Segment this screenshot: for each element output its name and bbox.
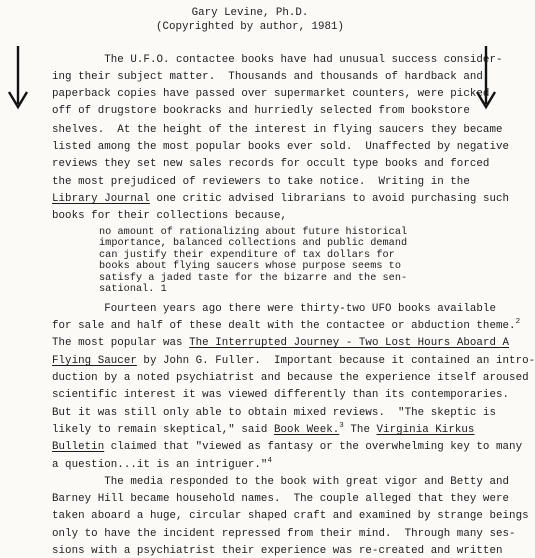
p2-line-5: duction by a noted psychiatrist and because the experience itself aroused [52, 372, 529, 384]
quote-line-1: no amount of rationalizing about future historical [99, 227, 408, 238]
book-title-part-1: The Interrupted Journey - Two Lost Hours Aboard A [189, 337, 510, 349]
p3-line-1: The media responded to the book with great vigor and Betty and [52, 476, 510, 488]
footnote-2: 2 [515, 318, 521, 326]
p1-line-4: off of drugstore bookracks and hurriedly selected from bookstore [52, 105, 470, 117]
quote-line-4: books about flying saucers whose purpose seems to [99, 261, 402, 272]
p1-line-1: The U.F.O. contactee books have had unusual success consider- [52, 54, 503, 66]
p2-line-9: Bulletin claimed that "viewed as fantasy or the overwhelming key to many [52, 441, 523, 453]
book-title-part-2: Flying Saucer [52, 355, 137, 367]
p2-line-6: scientific interest it was viewed differently than its contemporaries. [52, 389, 510, 401]
p1-line-3: paperback copies have passed over supermarket counters, were picked [52, 88, 490, 100]
quote-line-2: importance, balanced collections and public demand [99, 238, 408, 249]
footnote-4: 4 [267, 457, 273, 465]
p2-line-4: Flying Saucer by John G. Fuller. Important because it contained an intro- [52, 355, 535, 367]
p3-line-5: sions with a psychiatrist their experience was re-created and written [52, 545, 503, 557]
p1-line-8: the most prejudiced of reviewers to take notice. Writing in the [52, 176, 470, 188]
left-arrow-down-icon [6, 44, 30, 110]
p1-line-6: listed among the most popular books ever sold. Unaffected by negative [52, 141, 510, 153]
quote-line-3: can justify their expenditure of tax dollars for [99, 250, 395, 261]
copyright-line: (Copyrighted by author, 1981) [156, 21, 344, 33]
p2-line-7: But it was still only able to obtain mixed reviews. "The skeptic is [52, 407, 496, 419]
library-journal-title: Library Journal [52, 193, 150, 205]
p3-line-2: Barney Hill became household names. The couple alleged that they were [52, 493, 510, 505]
footnote-3: 3 [339, 422, 344, 430]
p2-line-1: Fourteen years ago there were thirty-two UFO books available [52, 303, 496, 315]
p1-line-2: ing their subject matter. Thousands and thousands of hardback and [52, 71, 483, 83]
virginia-kirkus-title: Virginia Kirkus [376, 424, 475, 436]
p1-line-10: books for their collections because, [52, 210, 288, 222]
p2-line-3: The most popular was The Interrupted Journey - Two Lost Hours Aboard A [52, 337, 510, 349]
p1-line-9: Library Journal one critic advised librarians to avoid purchasing such [52, 193, 510, 205]
p3-line-3: taken aboard a huge, circular shaped craft and examined by strange beings [52, 510, 529, 522]
quote-line-6: sational. 1 [99, 284, 167, 295]
quote-line-5: satisfy a jaded taste for the bizarre and the sen- [99, 273, 408, 284]
p1-line-7: reviews they set new sales records for occult type books and forced [52, 158, 490, 170]
book-week-title: Book Week. [274, 424, 340, 436]
p2-line-2: for sale and half of these dealt with the contactee or abduction theme.$^2$ [52, 318, 521, 332]
bulletin-title: Bulletin [52, 441, 105, 453]
p2-line-8: likely to remain skeptical," said Book Week.$^3$ The Virginia Kirkus [52, 422, 475, 436]
author-line: Gary Levine, Ph.D. [191, 7, 309, 19]
p2-line-10: a question...it is an intriguer."$^4$ [52, 457, 273, 471]
p3-line-4: only to have the incident repressed from their mind. Through many ses- [52, 528, 516, 540]
p1-line-5: shelves. At the height of the interest in flying saucers they became [52, 124, 503, 136]
